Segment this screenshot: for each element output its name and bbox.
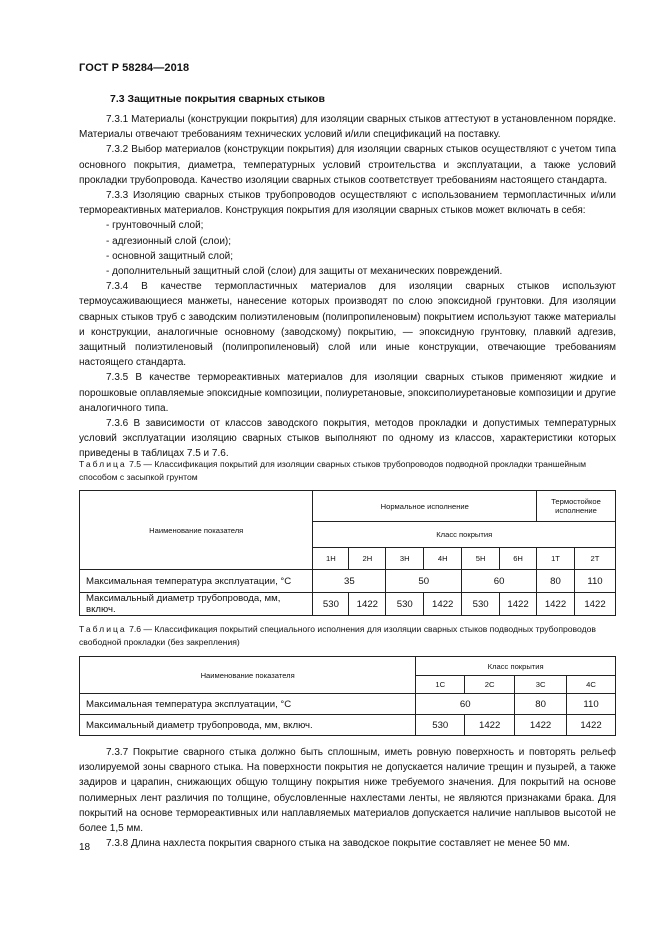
- table2-class-cell: 4С: [567, 676, 616, 694]
- list-item: - адгезионный слой (слои);: [106, 235, 232, 247]
- table2-class-cell: 2С: [465, 676, 515, 694]
- table1-header-name: Наименование показателя: [80, 491, 313, 570]
- table1-row2-label: Максимальный диаметр трубопровода, мм, включ.: [80, 593, 313, 616]
- table1-cell: 50: [386, 570, 462, 593]
- table-row: [80, 593, 616, 616]
- table2-cell: 110: [567, 694, 616, 715]
- table-row: [80, 694, 616, 715]
- table2-row2-label: Максимальный диаметр трубопровода, мм, включ.: [80, 715, 416, 736]
- table2-cell: 80: [515, 694, 567, 715]
- paragraph-7-3-6: 7.3.6 В зависимости от классов заводского покрытия, методов прокладки и допустимых температурных условий эксплуатации изоляцию сварных стыков выполняют по одному из классов, характеристики которых приведены в таблицах 7.5 и 7.6.: [79, 418, 616, 460]
- table2-cell: 1422: [465, 715, 515, 736]
- section-title: 7.3 Защитные покрытия сварных стыков: [110, 93, 325, 105]
- table1-caption-label: Таблица: [79, 459, 127, 469]
- table1-class-cell: 3Н: [386, 548, 424, 570]
- table1-cell: 1422: [349, 593, 386, 616]
- table1-cell: 1422: [500, 593, 537, 616]
- table1-header-heat: Термостойкое исполнение: [537, 491, 616, 522]
- body-text-top: [79, 112, 616, 462]
- table1-cell: 80: [537, 570, 575, 593]
- table1-class-cell: 2Т: [574, 548, 615, 570]
- page-number: 18: [79, 842, 91, 853]
- table1-cell: 1422: [424, 593, 462, 616]
- paragraph-7-3-4: 7.3.4 В качестве термопластичных материалов для изоляции сварных стыков используют термоусаживающиеся манжеты, нанесение которых производят по слою эпоксидной грунтовки. Для изоляции сварных стыков труб с заводским полиэтиленовым (полипропиленовым) покрытием используют также материалы и конструкции, аналогичные основному (заводскому) покрытию, — эпоксидную грунтовку, плавкий адгезив, защитный полиэтиленовый (полипропиленовый) слой или иные конструкции, отвечающие требованиям настоящего стандарта.: [79, 281, 616, 369]
- paragraph-7-3-7: 7.3.7 Покрытие сварного стыка должно быть сплошным, иметь ровную поверхность и повторять рельеф изолируемой зоны сварного стыка. На поверхности покрытия не допускается наличие трещин и пузырей, а также задиров и царапин, снижающих общую толщину покрытия ниже требуемого значения. Для покрытий на основе полимерных лент различия по толщине, обусловленные нахлестами ленты, не являются признаками брака. Для покрытий на основе термореактивных или наплавляемых материалов допускается наличие наплывов высотой не более 1,5 мм.: [79, 747, 616, 835]
- table1-cell: 60: [462, 570, 537, 593]
- list-item: - дополнительный защитный слой (слои) для защиты от механических повреждений.: [106, 266, 503, 278]
- table1-class-cell: 6Н: [500, 548, 537, 570]
- table-7-6: [79, 656, 616, 736]
- table1-class-cell: 2Н: [349, 548, 386, 570]
- table2-caption-label: Таблица: [79, 624, 127, 634]
- table1-class-cell: 1Т: [537, 548, 575, 570]
- table1-class-cell: 5Н: [462, 548, 500, 570]
- body-text-bottom: [79, 745, 616, 851]
- table1-row1-label: Максимальная температура эксплуатации, °С: [80, 570, 313, 593]
- table2-cell: 60: [416, 694, 515, 715]
- list-item: - основной защитный слой;: [106, 250, 234, 262]
- table-row: [80, 570, 616, 593]
- table2-header-name: Наименование показателя: [80, 657, 416, 694]
- paragraph-7-3-2: 7.3.2 Выбор материалов (конструкции покрытия) для изоляции сварных стыков осуществляют с учетом типа основного покрытия, диаметра, температурных условий строительства и эксплуатации, а также условий прокладки трубопровода. Качество изоляции сварных стыков соответствует требованиям настоящего стандарта.: [79, 144, 616, 186]
- table1-cell: 530: [462, 593, 500, 616]
- table2-class-cell: 3С: [515, 676, 567, 694]
- paragraph-7-3-8: 7.3.8 Длина нахлеста покрытия сварного стыка на заводское покрытие составляет не менее 50 мм.: [106, 838, 570, 850]
- table-row: [80, 715, 616, 736]
- table2-class-cell: 1С: [416, 676, 465, 694]
- table1-cell: 110: [574, 570, 615, 593]
- list-item: - грунтовочный слой;: [106, 220, 204, 232]
- table1-class-cell: 1Н: [313, 548, 349, 570]
- table1-caption-text: 7.5 — Классификация покрытий для изоляции сварных стыков трубопроводов подводной прокладки траншейным способом с засыпкой грунтом: [79, 459, 586, 482]
- table2-cell: 530: [416, 715, 465, 736]
- table1-cell: 35: [313, 570, 386, 593]
- paragraph-7-3-5: 7.3.5 В качестве термореактивных материалов для изоляции сварных стыков применяют жидкие и порошковые оплавляемые эпоксидные композиции, полиуретановые, эпоксиполиуретановые композиции и другие аналогичного типа.: [79, 372, 616, 414]
- table1-header-class: Класс покрытия: [313, 522, 616, 548]
- table2-header-class: Класс покрытия: [416, 657, 616, 676]
- table1-cell: 530: [313, 593, 349, 616]
- paragraph-7-3-1: 7.3.1 Материалы (конструкции покрытия) для изоляции сварных стыков аттестуют в установленном порядке. Материалы отвечают требованиям технических условий и/или спецификаций на поставку.: [79, 114, 616, 141]
- table2-row1-label: Максимальная температура эксплуатации, °С: [80, 694, 416, 715]
- table1-caption: [79, 458, 616, 483]
- table2-caption: [79, 623, 616, 648]
- table-7-5: [79, 490, 616, 616]
- table1-header-normal: Нормальное исполнение: [313, 491, 537, 522]
- table1-cell: 530: [386, 593, 424, 616]
- table1-cell: 1422: [537, 593, 575, 616]
- table2-cell: 1422: [515, 715, 567, 736]
- table1-cell: 1422: [574, 593, 615, 616]
- table2-caption-text: 7.6 — Классификация покрытий специального исполнения для изоляции сварных стыков подводных трубопроводов свободной прокладки (без закрепления): [79, 624, 596, 647]
- table1-class-cell: 4Н: [424, 548, 462, 570]
- paragraph-7-3-3: 7.3.3 Изоляцию сварных стыков трубопроводов осуществляют с использованием термопластичных и/или термореактивных материалов. Конструкция покрытия для изоляции сварных стыков может включать в себя:: [79, 190, 616, 217]
- table2-cell: 1422: [567, 715, 616, 736]
- document-header: ГОСТ Р 58284—2018: [79, 62, 190, 74]
